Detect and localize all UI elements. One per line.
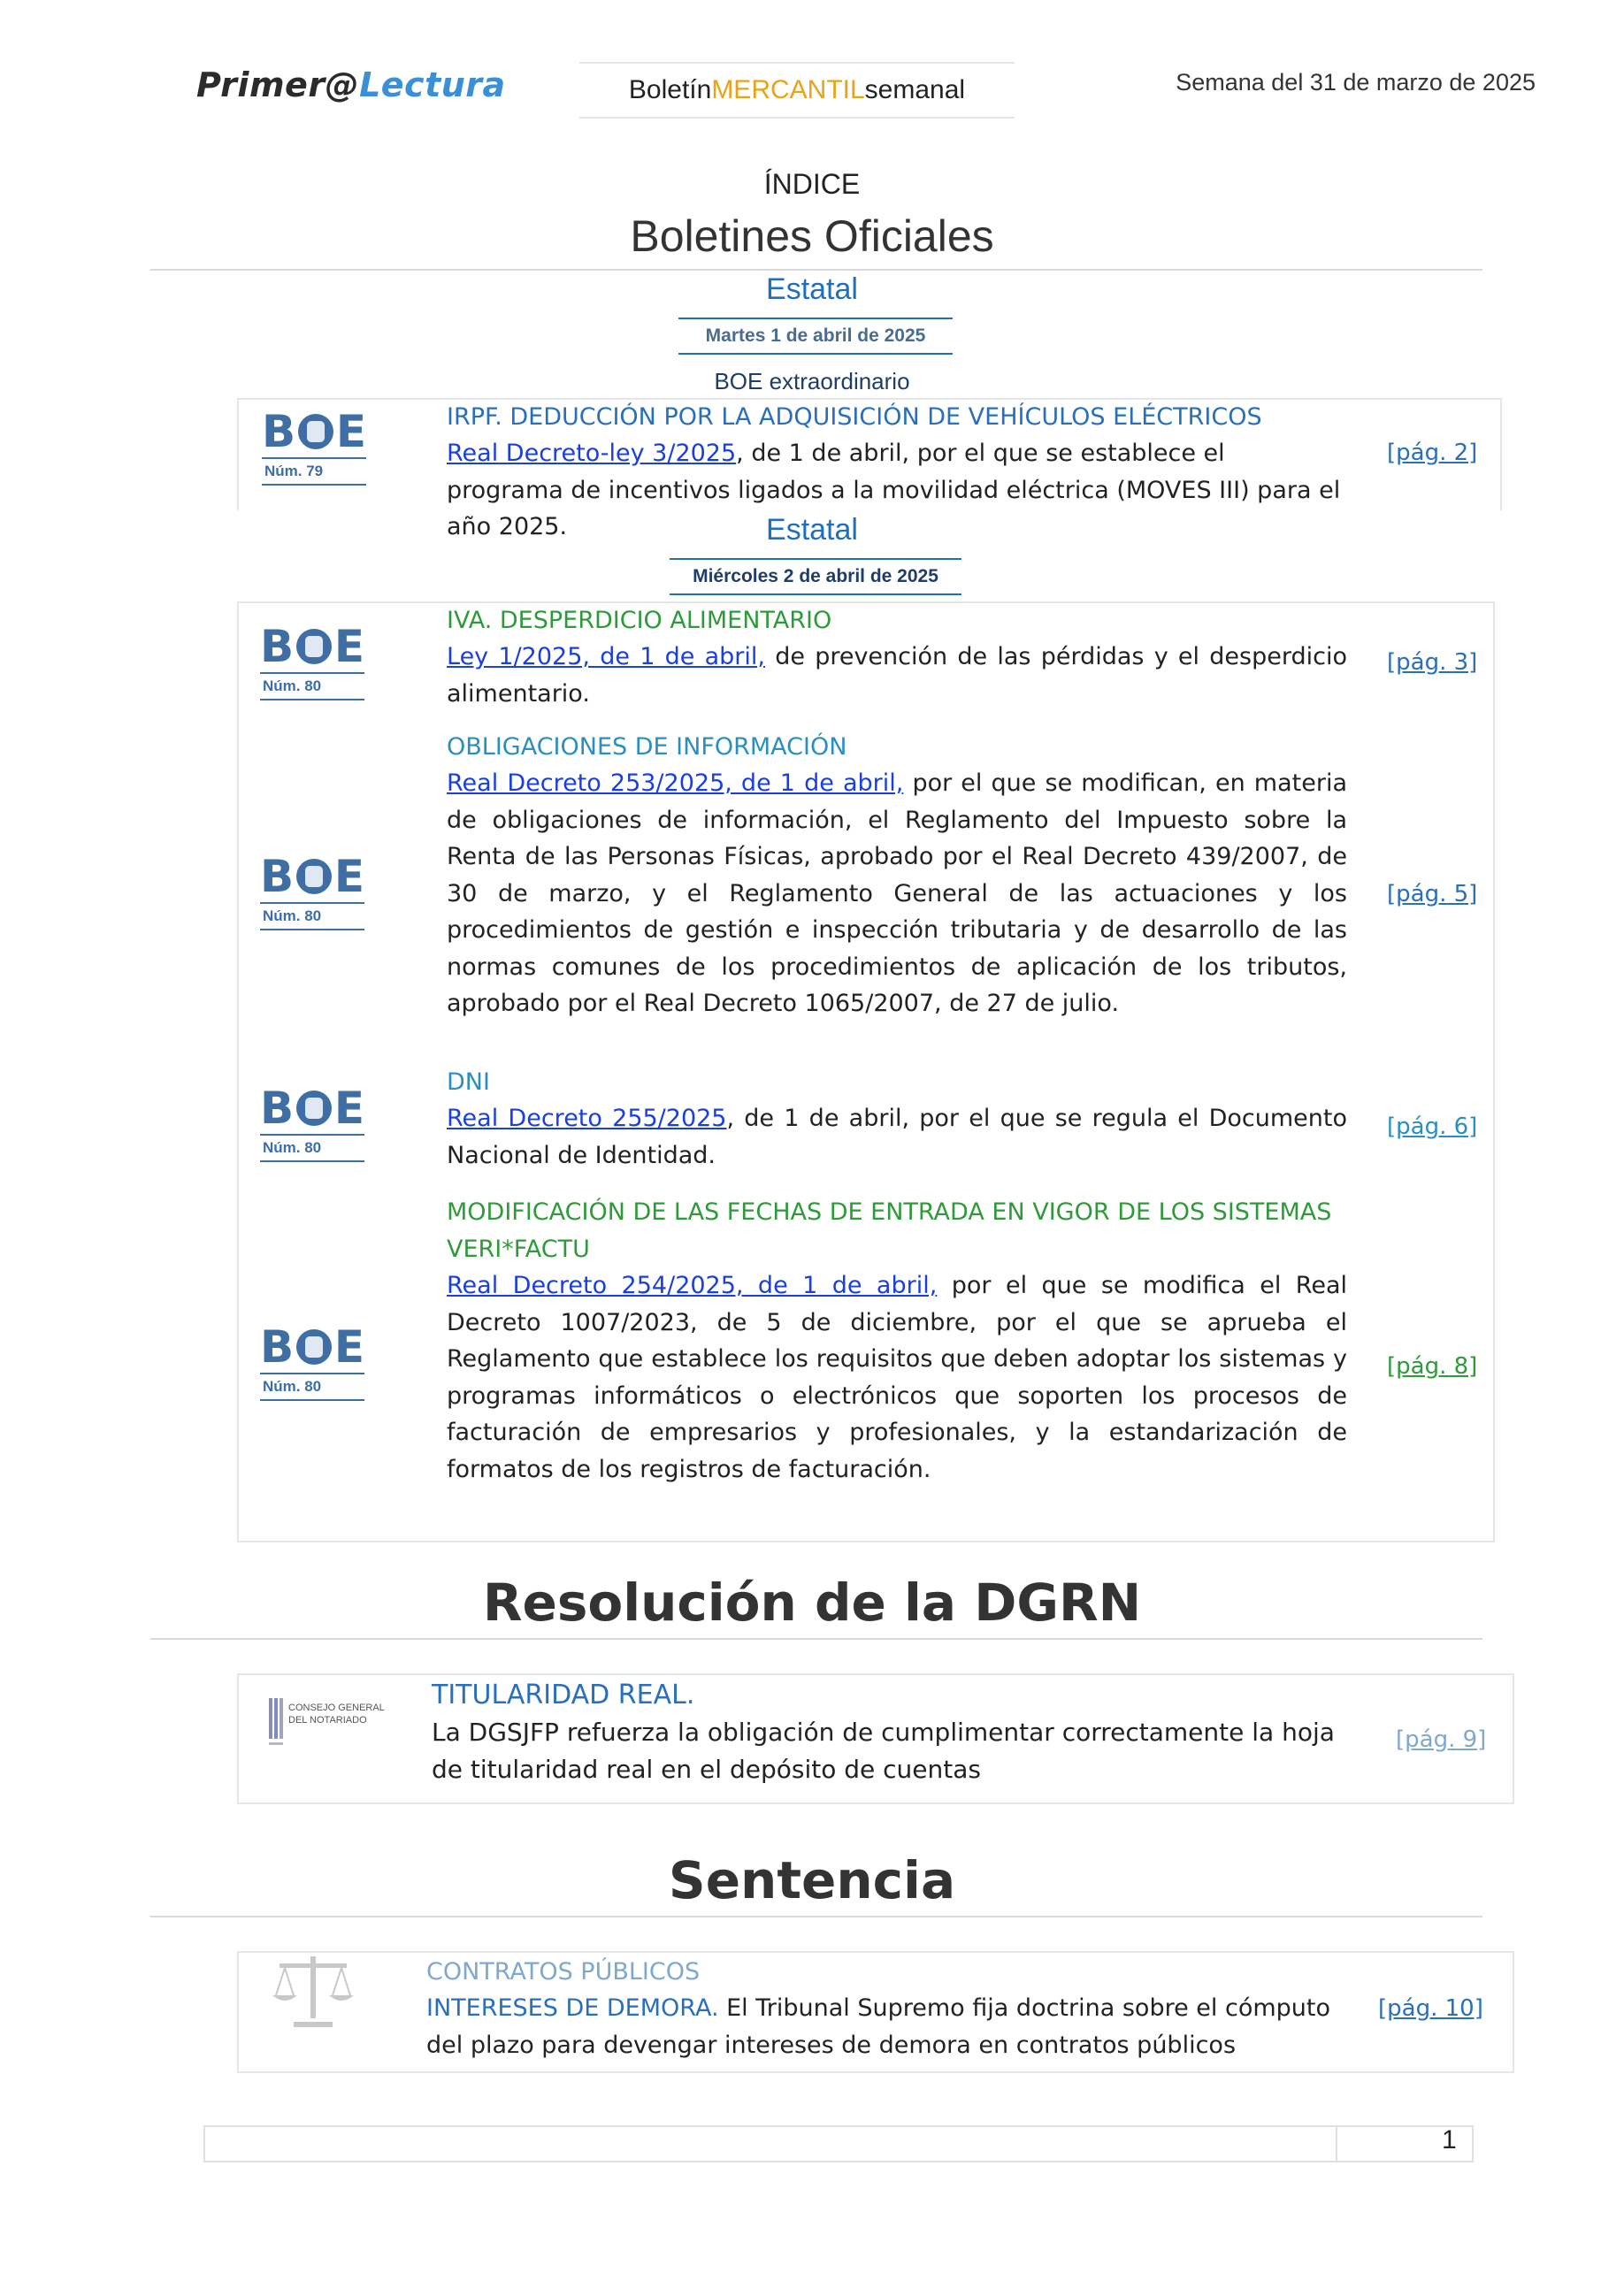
entry-lead: INTERESES DE DEMORA. <box>426 1994 719 2022</box>
entry-titularidad <box>432 1677 1343 1788</box>
page-link-9[interactable]: [pág. 9] <box>1396 1726 1487 1753</box>
entry-obligaciones <box>447 730 1347 1022</box>
boe-logo: B E Núm. 80 <box>260 1327 364 1401</box>
entry-text: de prevención de las pérdidas y el desperdicio alimentario. <box>447 643 1347 708</box>
entry-category: IRPF. DEDUCCIÓN POR LA ADQUISICIÓN DE VEHÍCULOS ELÉCTRICOS <box>447 403 1262 431</box>
entry-link[interactable]: Real Decreto 255/2025 <box>447 1105 727 1132</box>
entry-category: MODIFICACIÓN DE LAS FECHAS DE ENTRADA EN VIGOR DE LOS SISTEMAS VERI*FACTU <box>447 1198 1332 1263</box>
boe-number: Núm. 80 <box>260 1134 364 1162</box>
entry-link[interactable]: Ley 1/2025, de 1 de abril, <box>447 643 765 670</box>
boe-number: Núm. 79 <box>262 457 366 486</box>
notariado-logo-text: CONSEJO GENERAL <box>288 1703 385 1713</box>
entry-link[interactable]: Real Decreto-ley 3/2025 <box>447 440 737 467</box>
boe-number: Núm. 80 <box>260 902 364 930</box>
entry-body <box>447 765 1347 1022</box>
coat-of-arms-icon <box>296 1091 332 1126</box>
page-link-10[interactable]: [pág. 10] <box>1378 1995 1483 2022</box>
boe-logo: B E Núm. 80 <box>260 626 364 700</box>
bulletin-title <box>579 62 1015 119</box>
entry-text: , de 1 de abril, por el que se establece el programa de incentivos ligados a la movilidad eléctrica (MOVES III) para el año 2025. <box>447 440 1341 540</box>
entry-text: La DGSJFP refuerza la obligación de cumplimentar correctamente la hoja de titularidad real en el depósito de cuentas <box>432 1718 1335 1784</box>
coat-of-arms-icon <box>298 414 333 449</box>
entry-text: por el que se modifica el Real Decreto 1007/2023, de 5 de diciembre, por el que se aprueba el Reglamento que establece los requisitos que deben adoptar los sistemas y programas informáticos o electrónicos que soporten los procesos de facturación de empresarios y profesionales, y la estandarización de formatos de los registros de facturación. <box>447 1272 1347 1483</box>
entry-text: El Tribunal Supremo fija doctrina sobre el cómputo del plazo para devengar intereses de demora en contratos públicos <box>426 1994 1330 2059</box>
section-divider <box>150 269 1482 271</box>
entry-body <box>447 639 1347 712</box>
bulletin-title-pre: Boletín <box>628 75 712 104</box>
entry-body <box>447 1100 1347 1174</box>
entry-verifactu <box>447 1194 1347 1488</box>
scale-of-justice-icon <box>271 1951 356 2031</box>
entry-category: TITULARIDAD REAL. <box>432 1680 695 1711</box>
footer-divider <box>1336 2125 1337 2162</box>
coat-of-arms-icon <box>296 1329 332 1365</box>
section-divider <box>150 1916 1482 1917</box>
date-box-1: Martes 1 de abril de 2025 <box>678 318 953 355</box>
boe-extraordinario-label: BOE extraordinario <box>714 368 910 394</box>
entry-dni <box>447 1065 1347 1174</box>
entry-category: DNI <box>447 1068 490 1096</box>
boe-number: Núm. 80 <box>260 1373 364 1401</box>
section-title-sentencia: Sentencia <box>668 1850 956 1910</box>
notariado-logo <box>267 1686 385 1756</box>
section-title-dgrn: Resolución de la DGRN <box>482 1573 1142 1633</box>
entry-body <box>447 1267 1347 1488</box>
entry-category: CONTRATOS PÚBLICOS <box>426 1958 701 1986</box>
index-label: ÍNDICE <box>763 168 861 200</box>
boe-logo: B E Núm. 79 <box>262 411 366 486</box>
section-title-boletines: Boletines Oficiales <box>630 211 994 261</box>
scope-heading-2: Estatal <box>766 513 858 547</box>
svg-text:DEL NOTARIADO: DEL NOTARIADO <box>288 1715 367 1726</box>
coat-of-arms-icon <box>296 629 332 664</box>
page-link-3[interactable]: [pág. 3] <box>1387 649 1478 676</box>
page-number: 1 <box>1442 2125 1457 2154</box>
entry-text: , de 1 de abril, por el que se regula el Documento Nacional de Identidad. <box>447 1105 1347 1169</box>
page-link-6[interactable]: [pág. 6] <box>1387 1114 1478 1140</box>
bulletin-title-post: semanal <box>864 75 966 104</box>
footer-bar <box>203 2125 1474 2162</box>
brand-part-1: Primer@ <box>196 65 360 104</box>
boe-logo: B E Núm. 80 <box>260 856 364 930</box>
entry-category: OBLIGACIONES DE INFORMACIÓN <box>447 733 847 761</box>
entry-iva <box>447 603 1347 712</box>
date-box-2: Miércoles 2 de abril de 2025 <box>670 558 961 595</box>
page-link-2[interactable]: [pág. 2] <box>1387 440 1478 466</box>
bulletin-title-accent: MERCANTIL <box>711 75 865 104</box>
brand-logo <box>196 65 506 104</box>
entry-intereses-demora <box>426 1955 1337 2063</box>
boe-logo: B E Núm. 80 <box>260 1088 364 1162</box>
week-label: Semana del 31 de marzo de 2025 <box>1176 69 1536 96</box>
entry-category: IVA. DESPERDICIO ALIMENTARIO <box>447 607 832 634</box>
brand-part-2: Lectura <box>359 65 506 104</box>
boe-number: Núm. 80 <box>260 672 364 700</box>
entry-text: por el que se modifican, en materia de obligaciones de información, el Reglamento del Impuesto sobre la Renta de las Personas Físicas, aprobado por el Real Decreto 439/2007, de 30 de marzo, y el Reglamento General de las actuaciones y los procedimientos de gestión e inspección tributaria y de desarrollo de las normas comunes de los procedimientos de aplicación de los tributos, aprobado por el Real Decreto 1065/2007, de 27 de julio. <box>447 769 1347 1017</box>
page-link-8[interactable]: [pág. 8] <box>1387 1353 1478 1380</box>
scope-heading-1: Estatal <box>766 272 858 306</box>
entry-body <box>426 1990 1337 2063</box>
page-link-5[interactable]: [pág. 5] <box>1387 881 1478 907</box>
entry-link[interactable]: Real Decreto 253/2025, de 1 de abril, <box>447 769 904 797</box>
coat-of-arms-icon <box>296 859 332 894</box>
entry-link[interactable]: Real Decreto 254/2025, de 1 de abril, <box>447 1272 938 1299</box>
section-divider <box>150 1638 1482 1640</box>
